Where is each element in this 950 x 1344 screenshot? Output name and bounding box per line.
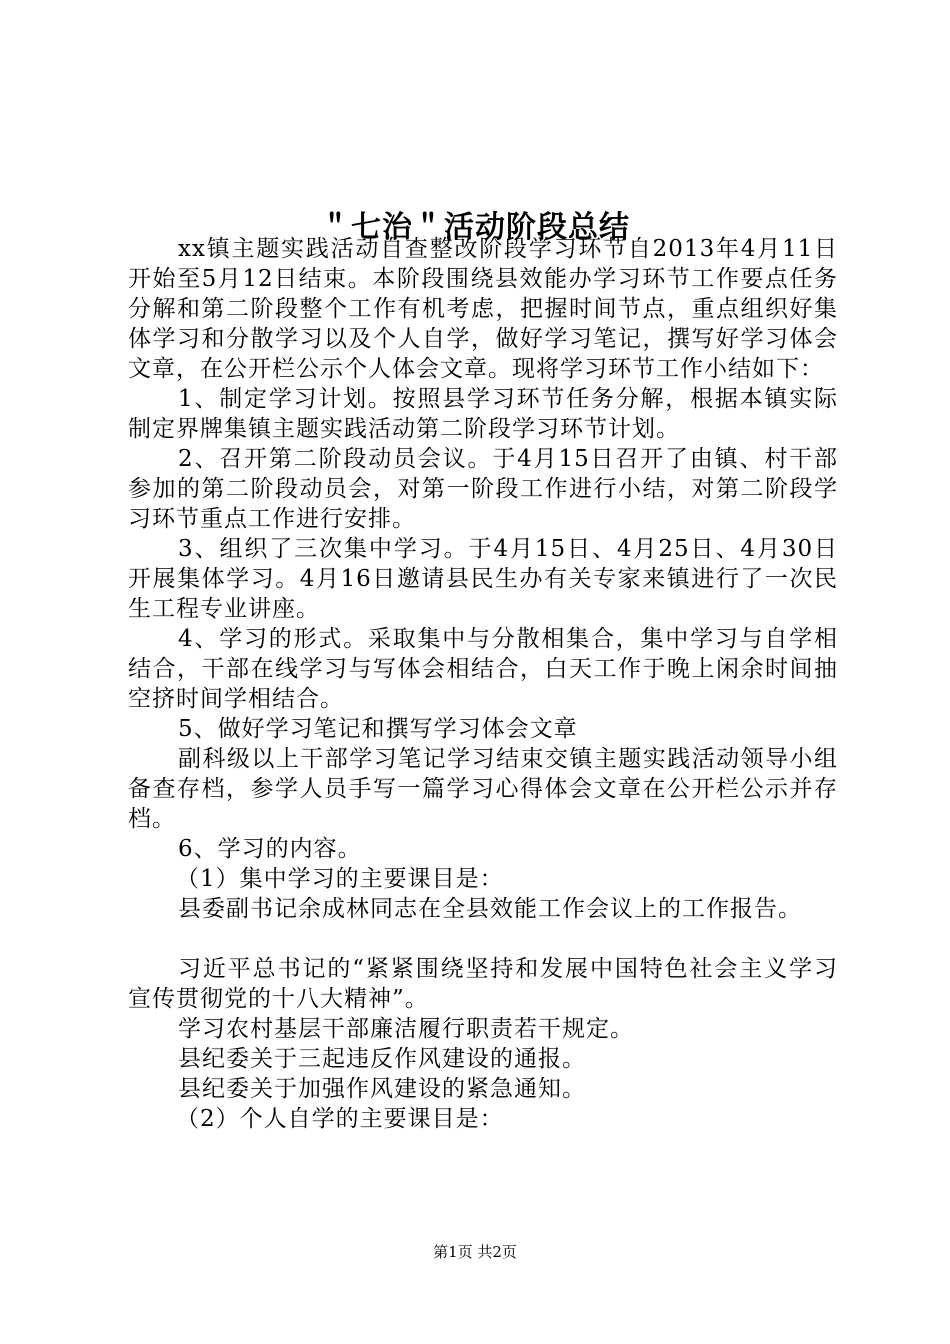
sub-heading-1: （1）集中学习的主要课目是： bbox=[176, 866, 504, 892]
item-3-paragraph: 3、组织了三次集中学习。于4月15日、4月25日、4月30日开展集体学习。4月16日邀请县民生办有关专家来镇进行了一次民生工程专业讲座。 bbox=[128, 536, 838, 622]
course-item: 县委副书记余成林同志在全县效能工作会议上的工作报告。 bbox=[178, 896, 802, 922]
item-2-paragraph: 2、召开第二阶段动员会议。于4月15日召开了由镇、村干部参加的第二阶段动员会，对第一阶段工作进行小结，对第二阶段学习环节重点工作进行安排。 bbox=[128, 446, 838, 532]
course-item: 学习农村基层干部廉洁履行职责若干规定。 bbox=[178, 1016, 634, 1042]
blank-line bbox=[128, 924, 838, 954]
item-1-paragraph: 1、制定学习计划。按照县学习环节任务分解，根据本镇实际制定界牌集镇主题实践活动第二阶段学习环节计划。 bbox=[128, 386, 838, 442]
sub-heading-2: （2）个人自学的主要课目是： bbox=[176, 1106, 504, 1132]
item-6-heading: 6、学习的内容。 bbox=[178, 836, 362, 862]
course-item: 习近平总书记的“紧紧围绕坚持和发展中国特色社会主义学习宣传贯彻党的十八大精神”。 bbox=[128, 956, 838, 1012]
intro-paragraph: xx镇主题实践活动自查整改阶段学习环节自2013年4月11日开始至5月12日结束。本阶段围绕县效能办学习环节工作要点任务分解和第二阶段整个工作有机考虑，把握时间节点，重点组织好集体学习和分散学习以及个人自学，做好学习笔记，撰写好学习体会文章，在公开栏公示个人体会文章。现将学习环节工作小结如下： bbox=[128, 236, 838, 382]
document-body bbox=[128, 234, 838, 1134]
item-5-heading: 5、做好学习笔记和撰写学习体会文章 bbox=[178, 716, 578, 742]
course-item: 县纪委关于加强作风建设的紧急通知。 bbox=[178, 1076, 586, 1102]
page-footer: 第1页 共2页 bbox=[433, 1243, 517, 1261]
item-5-paragraph: 副科级以上干部学习笔记学习结束交镇主题实践活动领导小组备查存档，参学人员手写一篇学习心得体会文章在公开栏公示并存档。 bbox=[128, 746, 838, 832]
document-title: ＂七治＂活动阶段总结 bbox=[320, 210, 630, 246]
course-item: 县纪委关于三起违反作风建设的通报。 bbox=[178, 1046, 586, 1072]
item-4-paragraph: 4、学习的形式。采取集中与分散相集合，集中学习与自学相结合，干部在线学习与写体会相结合，白天工作于晚上闲余时间抽空挤时间学相结合。 bbox=[128, 626, 838, 712]
